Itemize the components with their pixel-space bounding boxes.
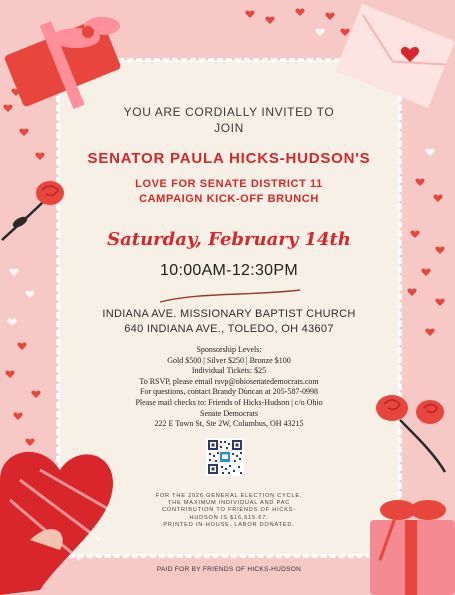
invitation-intro bbox=[56, 104, 402, 136]
senator-name: SENATOR PAULA HICKS-HUDSON'S bbox=[87, 150, 371, 167]
venue-name: INDIANA AVE. MISSIONARY BAPTIST CHURCH bbox=[102, 308, 356, 320]
event-line-1: LOVE FOR SENATE DISTRICT 11 bbox=[135, 178, 323, 190]
rsvp-info: To RSVP, please email rsvp@ohiosenatedemocrats.com bbox=[139, 376, 319, 386]
legal-line-2: THE MAXIMUM INDIVIDUAL AND PAC bbox=[167, 500, 291, 507]
individual-tickets: Individual Tickets: $25 bbox=[191, 366, 267, 376]
mail-checks-line-2: Senate Democrats bbox=[200, 408, 258, 418]
venue-address: 640 INDIANA AVE., TOLEDO, OH 43607 bbox=[124, 323, 334, 335]
paid-for-by: PAID FOR BY FRIENDS OF HICKS-HUDSON bbox=[156, 566, 302, 573]
rose-icon bbox=[2, 181, 64, 240]
event-time: 10:00AM-12:30PM bbox=[160, 262, 298, 279]
legal-disclaimer bbox=[56, 493, 402, 529]
mail-checks-line-3: 222 E Town St, Ste 2W, Columbus, OH 43215 bbox=[154, 419, 304, 429]
legal-line-5: PRINTED IN-HOUSE. LABOR DONATED. bbox=[163, 521, 295, 528]
invite-line-2: JOIN bbox=[214, 121, 244, 135]
qr-code-icon[interactable] bbox=[206, 438, 244, 476]
sponsorship-heading: Sponsorship Levels: bbox=[196, 345, 262, 354]
event-title bbox=[56, 177, 402, 207]
questions-info: For questions, contact Brandy Duncan at 205-587-0998 bbox=[140, 387, 318, 397]
legal-line-4: HUDSON IS $16,615.67. bbox=[189, 514, 269, 521]
mail-checks-line-1: Please mail checks to: Friends of Hicks-Hudson | c/o Ohio bbox=[135, 397, 323, 407]
legal-line-3: CONTRIBUTION TO FRIENDS OF HICKS- bbox=[161, 507, 297, 514]
event-date: Saturday, February 14th bbox=[107, 229, 351, 250]
sponsorship-levels: Gold $500 | Silver $250 | Bronze $100 bbox=[167, 355, 291, 365]
invite-line-1: YOU ARE CORDIALLY INVITED TO bbox=[123, 105, 335, 119]
event-details bbox=[56, 345, 402, 430]
legal-line-1: FOR THE 2026 GENERAL ELECTION CYCLE, bbox=[155, 493, 303, 499]
venue bbox=[56, 307, 402, 337]
event-line-2: CAMPAIGN KICK-OFF BRUNCH bbox=[139, 193, 319, 205]
